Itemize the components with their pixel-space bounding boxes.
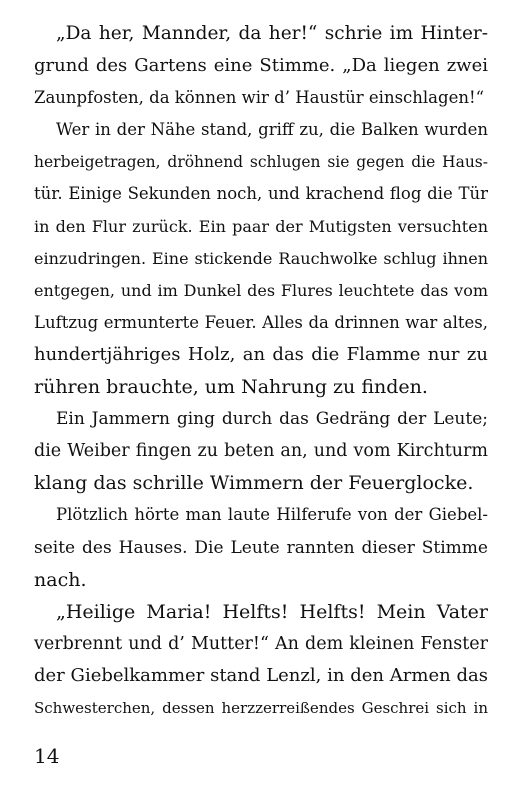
text-line: entgegen, und im Dunkel des Flures leuchtete das vom [34, 280, 488, 300]
text-line: Ein Jammern ging durch das Gedräng der Leute; [56, 409, 488, 430]
text-line: die Weiber fingen zu beten an, und vom Kirchturm [34, 441, 488, 462]
text-line: verbrennt und d’ Mutter!“ An dem kleinen Fenster [34, 633, 488, 654]
text-line: in den Flur zurück. Ein paar der Mutigsten versuchten [34, 216, 488, 236]
text-line: hundertjähriges Holz, an das die Flamme nur zu [34, 343, 488, 365]
text-line: seite des Hauses. Die Leute rannten dieser Stimme [34, 537, 488, 558]
text-line: einzudringen. Eine stickende Rauchwolke schlug ihnen [34, 248, 488, 268]
text-line: Zaunpfosten, da können wir d’ Haustür einschlagen!“ [34, 88, 485, 108]
text-line: „Da her, Mannder, da her!“ schrie im Hinter- [56, 23, 488, 44]
text-line: klang das schrille Wimmern der Feuerglocke. [34, 472, 474, 495]
paragraph-2 [34, 114, 488, 403]
page-number: 14 [34, 744, 60, 768]
text-line: Plötzlich hörte man laute Hilferufe von der Giebel- [56, 505, 488, 525]
paragraph-3 [34, 403, 488, 499]
text-line: tür. Einige Sekunden noch, und krachend flog die Tür [34, 184, 488, 204]
text-line: herbeigetragen, dröhnend schlugen sie gegen die Haus- [34, 153, 488, 172]
text-line: der Giebelkammer stand Lenzl, in den Armen das [34, 664, 488, 686]
text-line: Schwesterchen, dessen herzzerreißendes Geschrei sich in [34, 698, 488, 717]
text-line: „Heilige Maria! Helfts! Helfts! Mein Vater [56, 600, 488, 623]
text-line: Luftzug ermunterte Feuer. Alles da drinnen war altes, [34, 312, 488, 332]
text-line: nach. [34, 568, 87, 591]
paragraph-4 [34, 499, 488, 595]
paragraph-5 [34, 596, 488, 724]
text-line: Wer in der Nähe stand, griff zu, die Balken wurden [56, 120, 488, 140]
text-line: rühren brauchte, um Nahrung zu finden. [34, 376, 428, 399]
text-line: grund des Gartens eine Stimme. „Da liegen zwei [34, 55, 488, 77]
paragraph-1 [34, 18, 488, 114]
